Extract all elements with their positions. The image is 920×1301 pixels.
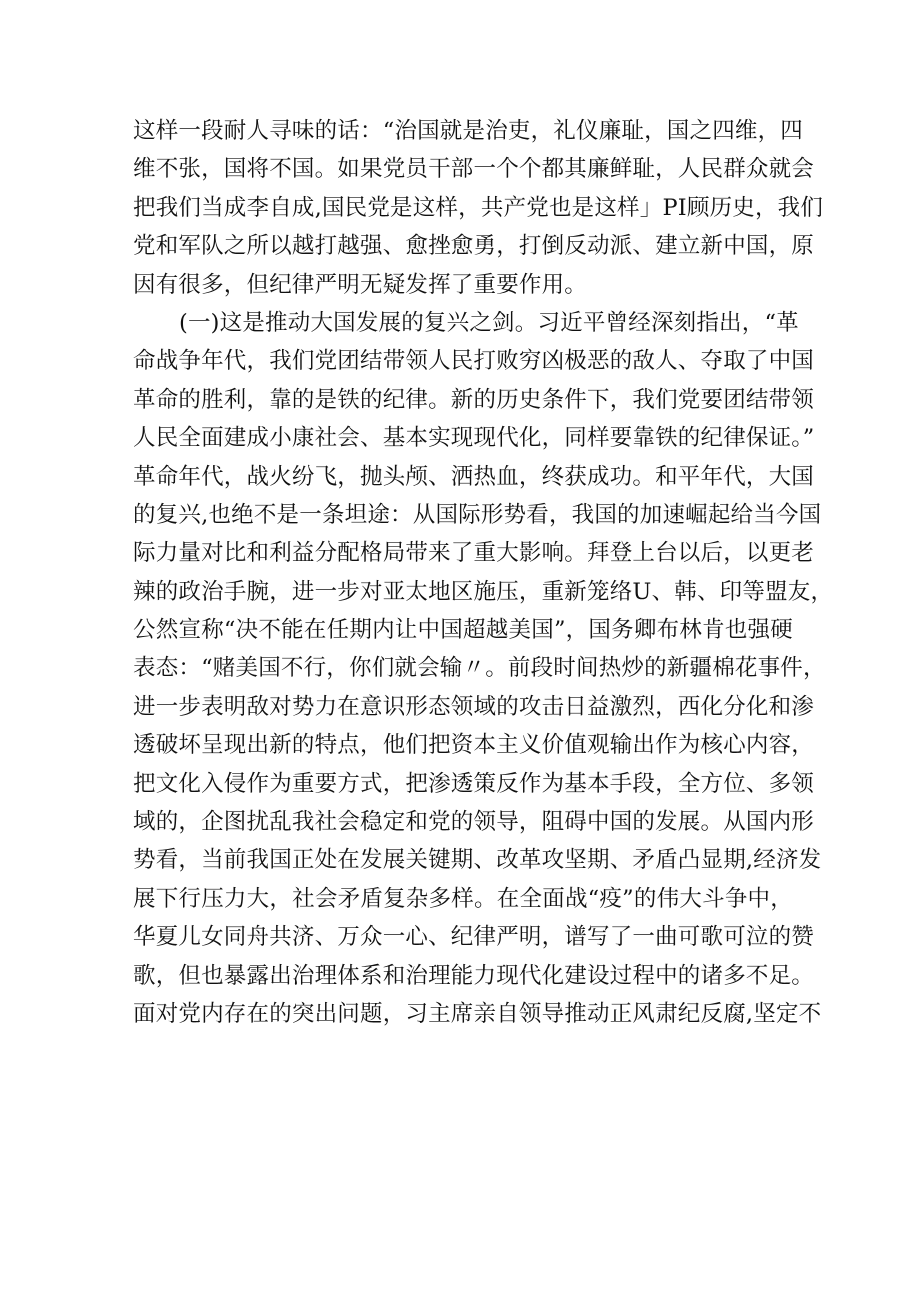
text-line: 透破坏呈现出新的特点，他们把资本主义价值观输出作为核心内容， <box>133 732 815 759</box>
text-line: 公然宣称“决不能在任期内让中国超越美国”，国务卿布林肯也强硬 <box>133 617 793 644</box>
text-line: 维不张，国将不国。如果党员干部一个个都其廉鲜耻，人民群众就会 <box>133 156 815 183</box>
paragraph-1 <box>133 112 824 304</box>
text-line: (一)这是推动大国发展的复兴之剑。习近平曾经深刻指出，“革 <box>179 309 799 336</box>
text-line: 把我们当成李自成,国民党是这样，共产党也是这样」PI顾历史，我们 <box>133 194 824 221</box>
text-line: 的复兴,也绝不是一条坦途：从国际形势看，我国的加速崛起给当今国 <box>133 501 822 528</box>
text-line: 歌，但也暴露出治理体系和治理能力现代化建设过程中的诸多不足。 <box>133 962 815 989</box>
text-line: 表态：“赌美国不行，你们就会输〃。前段时间热炒的新疆棉花事件， <box>133 655 826 682</box>
text-line: 革命的胜利，靠的是铁的纪律。新的历史条件下，我们党要团结带领 <box>133 386 815 413</box>
text-line: 把文化入侵作为重要方式，把渗透策反作为基本手段，全方位、多领 <box>133 770 815 797</box>
text-line: 面对党内存在的突出问题，习主席亲自领导推动正风肃纪反腐,坚定不 <box>133 1000 822 1027</box>
text-line: 革命年代，战火纷飞，抛头颅、洒热血，终获成功。和平年代，大国 <box>133 463 815 490</box>
text-line: 党和军队之所以越打越强、愈挫愈勇，打倒反动派、建立新中国，原 <box>133 233 815 260</box>
text-line: 华夏儿女同舟共济、万众一心、纪律严明，谱写了一曲可歌可泣的赞 <box>133 924 815 951</box>
text-line: 辣的政治手腕，进一步对亚太地区施压，重新笼络U、韩、印等盟友， <box>133 578 834 605</box>
text-line: 展下行压力大，社会矛盾复杂多样。在全面战“疫”的伟大斗争中， <box>133 885 793 912</box>
paragraph-2 <box>133 304 834 1033</box>
text-line: 际力量对比和利益分配格局带来了重大影响。拜登上台以后，以更老 <box>133 540 815 567</box>
text-line: 人民全面建成小康社会、基本实现现代化，同样要靠铁的纪律保证。” <box>133 425 815 452</box>
text-line: 这样一段耐人寻味的话：“治国就是治吏，礼仪廉耻，国之四维，四 <box>133 118 804 144</box>
document-body <box>133 112 834 1033</box>
text-line: 进一步表明敌对势力在意识形态领域的攻击日益激烈，西化分化和渗 <box>133 693 815 720</box>
text-line: 域的，企图扰乱我社会稳定和党的领导，阻碍中国的发展。从国内形 <box>133 809 815 836</box>
text-line: 势看，当前我国正处在发展关键期、改革攻坚期、矛盾凸显期,经济发 <box>133 847 822 874</box>
text-line: 命战争年代，我们党团结带领人民打败穷凶极恶的敌人、夺取了中国 <box>133 348 815 375</box>
text-line: 因有很多，但纪律严明无疑发挥了重要作用。 <box>133 271 588 298</box>
